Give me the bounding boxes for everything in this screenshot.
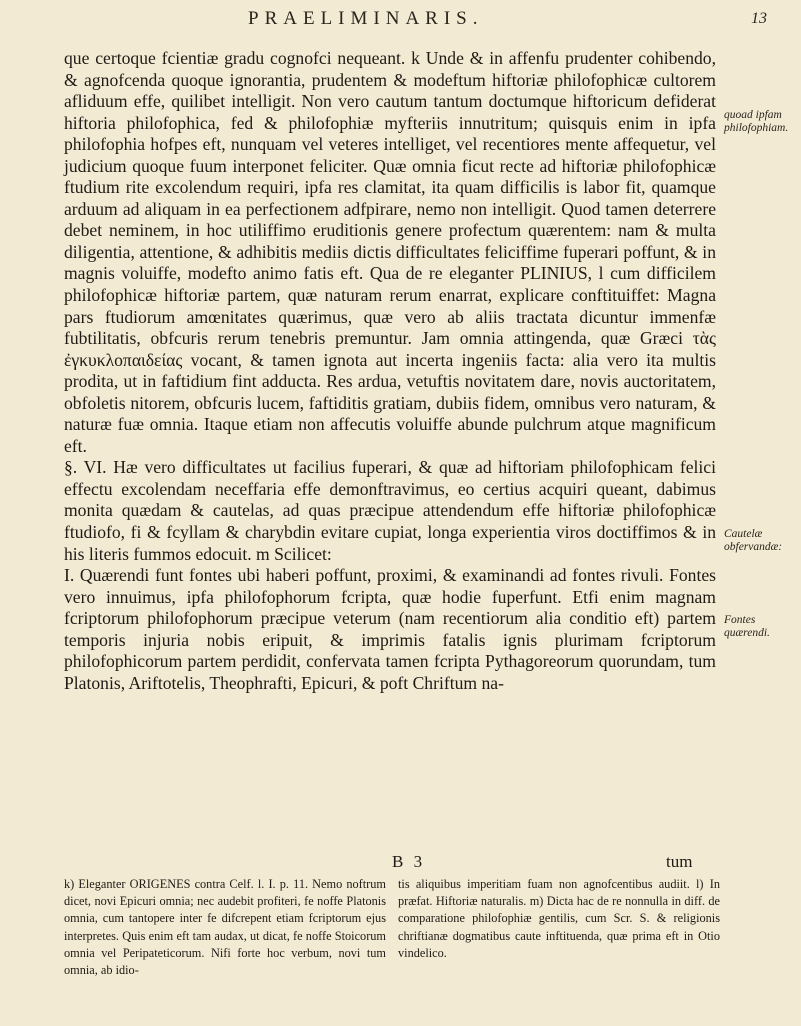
margin-note: Fontes quærendi.: [724, 614, 770, 639]
footnote-column-left: [64, 876, 386, 979]
paragraph: I. Quærendi funt fontes ubi haberi poffunt, proximi, & examinandi ad fontes rivuli. Fontes vero innuimus, ipfa philofophorum fcripta, quæ hodie fuperfunt. Etfi enim magnam fcriptorum philofophorum præcipue veterum (nam recentiorum alia conditio eft) partem temporis injuria nobis eripuit, & imprimis fatalis ignis plurimam fcriptorum philofophicorum partem perdidit, confervata tamen fcripta Pythagoreorum quorundam, tum Platonis, Ariftotelis, Theophrafti, Epicuri, & poft Chriftum na-: [64, 565, 716, 693]
page-number: 13: [751, 10, 767, 27]
running-head: PRAELIMINARIS.: [248, 8, 484, 29]
page-header: [0, 8, 801, 38]
main-text: [64, 48, 716, 694]
signature-mark: B 3: [392, 852, 426, 871]
signature-line: [0, 852, 801, 874]
margin-note: quoad ipfam philofophiam.: [724, 109, 789, 134]
footnote: k) Eleganter ORIGENES contra Celf. l. I. p. 11. Nemo noftrum dicet, novi Epicuri omnia; nec audebit profiteri, fe noffe Platonis omnia, cum tantopere inter fe difcrepent etiam fcriptorum ejus interpretes. Quis enim eft tam audax, ut dicat, fe noffe Stoicorum omnia vel Peripateticorum. Nifi forte hoc verbum, novi tum omnia, ab idio-: [64, 877, 386, 978]
margin-note: Cautelæ obfervandæ:: [724, 528, 783, 553]
paragraph: §. VI. Hæ vero difficultates ut facilius fuperari, & quæ ad hiftoriam philofophicam felici effectu excolendam neceffaria effe demonftravimus, eo certius acquiri queant, dabimus monita quædam & cautelas, ad quas præcipue attendendum effe hiftoriæ philofophicæ ftudiofo, fi & fcyllam & charybdin evitare cupiat, longa experientia viros doctiffimos & in his literis fummos edocuit. m Scilicet:: [64, 457, 716, 564]
catchword: tum: [666, 852, 693, 871]
paragraph: que certoque fcientiæ gradu cognofci nequeant. k Unde & in affenfu prudenter cohibendo, & agnofcenda quoque ignorantia, prudentem & modeftum hiftoriæ philofophicæ cultorem afliduum effe, quilibet intelligit. Non vero cautum tantum doctumque hiftoricum defiderat hiftoria philofophica, fed & philofophiæ myfteriis innutritum; quisquis enim in ipfa philofophia hofpes eft, nunquam vel veteres intelliget, vel recentiores mente affequetur, vel judicium quoque fuum interponet feliciter. Quæ omnia ficut recte ad hiftoriæ philofophicæ ftudium rite excolendum requiri, ipfa res clamitat, ita quam difficilis is labor fit, quamque arduum ad aliquam in ea perfectionem adfpirare, nemo non intelligit. Quod tamen deterrere debet neminem, in hoc utiliffimo eruditionis genere profectum quærentem: nam & multa diligentia, attentione, & adhibitis mediis dictis difficultates feliciffime fuperari poffunt, & in magnis voluiffe, modefto animo fatis eft. Qua de re eleganter PLINIUS, l cum difficilem philofophicæ hiftoriæ partem, quæ naturam rerum enarrat, explicare conftituiffet: Magna pars ftudiorum amœnitates quærimus, quæ vero ab aliis tractata dicuntur immenfæ fubtilitatis, obfcuris rerum tenebris premuntur. Jam omnia attingenda, quæ Græci τὰς ἐγκυκλοπαιδείας vocant, & tamen ignota aut incerta ingeniis facta: alia vero ita multis prodita, ut in faftidium fint adducta. Res ardua, vetuftis novitatem dare, novis auctoritatem, obfoletis nitorem, obfcuris lucem, faftiditis gratiam, dubiis fidem, omnibus vero naturam, & naturæ fuæ omnia. Itaque etiam non affecutis voluiffe abunde pulchrum atque magnificum eft.: [64, 48, 716, 456]
footnote-column-right: [398, 876, 720, 962]
footnote: tis aliquibus imperitiam fuam non agnofcentibus audiit. l) In præfat. Hiftoriæ naturalis. m) Dicta hac de re nonnulla in diff. de comparatione philofophiæ gentilis, cum Scr. S. & religionis chriftianæ dogmatibus caute inftituenda, quæ prima eft in Otio vindelico.: [398, 877, 720, 960]
